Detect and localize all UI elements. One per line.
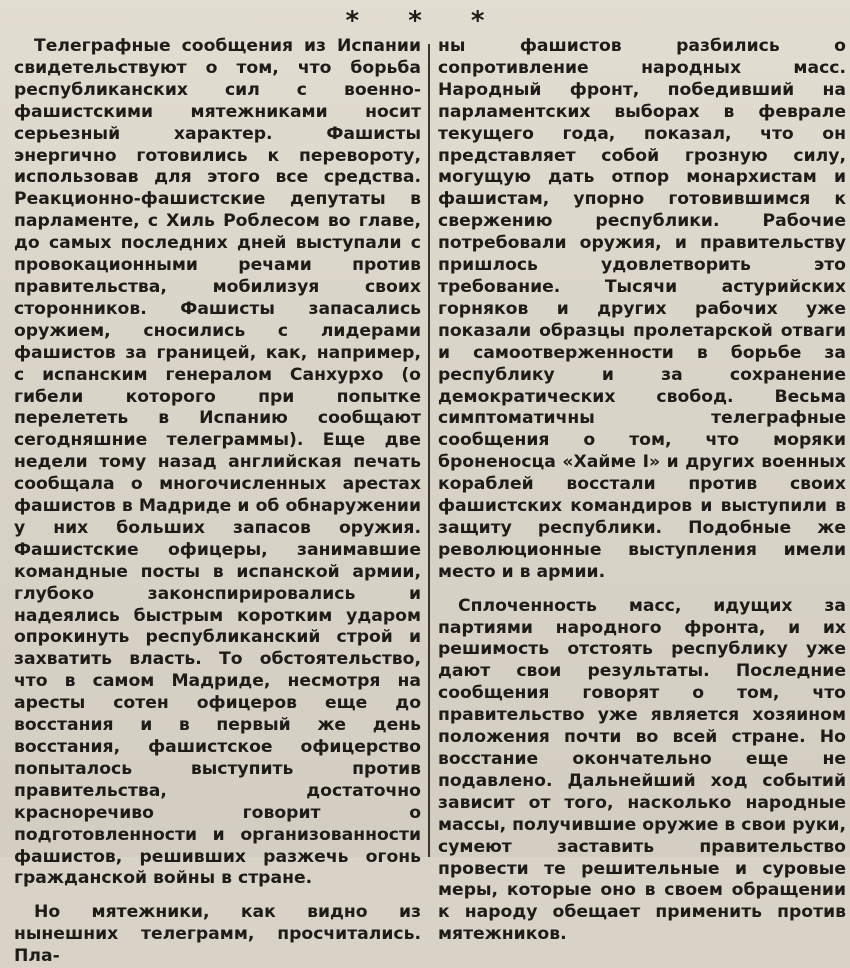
left-paragraph-1: Телеграфные сообщения из Испании свидетельствуют о том, что борьба республиканских сил с военно-фашистскими мятежниками носит серьезный характер. Фашисты энергично готовились к перевороту, использовав для этого все средства. Реакционно-фашистские депутаты в парламенте, с Хиль Роблесом во главе, до самых последних дней выступали с провокационными речами против правительства, мобилизуя своих сторонников. Фашисты запасались оружием, сносились с лидерами фашистов за границей, как, например, с испанским генералом Санхурхо (о гибели которого при попытке перелететь в Испанию сообщают сегодняшние телеграммы). Еще две недели тому назад английская печать сообщала о многочисленных арестах фашистов в Мадриде и об обнаружении у них больших запасов оружия. Фашистские офицеры, занимавшие командные посты в испанской армии, глубоко законспирировались и надеялись быстрым коротким ударом опрокинуть республиканский строй и захватить власть. То обстоятельство, что в самом Мадриде, несмотря на аресты сотен офицеров еще до восстания и в первый же день восстания, фашистское офицерство попыталось выступить против правительства, достаточно красноречиво говорит о подготовленности и организованности фашистов, решивших разжечь огонь гражданской войны в стране.: [14, 36, 421, 889]
asterism-ornament: * * *: [345, 6, 505, 36]
right-paragraph-1: ны фашистов разбились о сопротивление народных масс. Народный фронт, победивший на парламентских выборах в феврале текущего года, показал, что он представляет собой грозную силу, могущую дать отпор монархистам и фашистам, упорно готовившимся к свержению республики. Рабочие потребовали оружия, и правительству пришлось удовлетворить это требование. Тысячи астурийских горняков и других рабочих уже показали образцы пролетарской отваги и самоотверженности в борьбе за республику и за сохранение демократических свобод. Весьма симптоматичны телеграфные сообщения о том, что моряки броненосца «Хайме I» и других военных кораблей восстали против своих фашистских командиров и выступили в защиту республики. Подобные же революционные выступления имели место и в армии.: [438, 36, 846, 582]
column-divider: [428, 44, 430, 857]
right-paragraph-2: Сплоченность масс, идущих за партиями народного фронта, и их решимость отстоять республику уже дают свои результаты. Последние сообщения говорят о том, что правительство уже является хозяином положения почти во всей стране. Но восстание окончательно еще не подавлено. Дальнейший ход событий зависит от того, насколько народные массы, получившие оружие в свои руки, сумеют заставить правительство провести те решительные и суровые меры, которые оно в своем обращении к народу обещает применить против мятежников.: [438, 595, 846, 945]
left-column: [14, 36, 421, 967]
left-paragraph-2: Но мятежники, как видно из нынешних телеграмм, просчитались. Пла-: [14, 902, 421, 967]
right-column: [438, 36, 846, 945]
